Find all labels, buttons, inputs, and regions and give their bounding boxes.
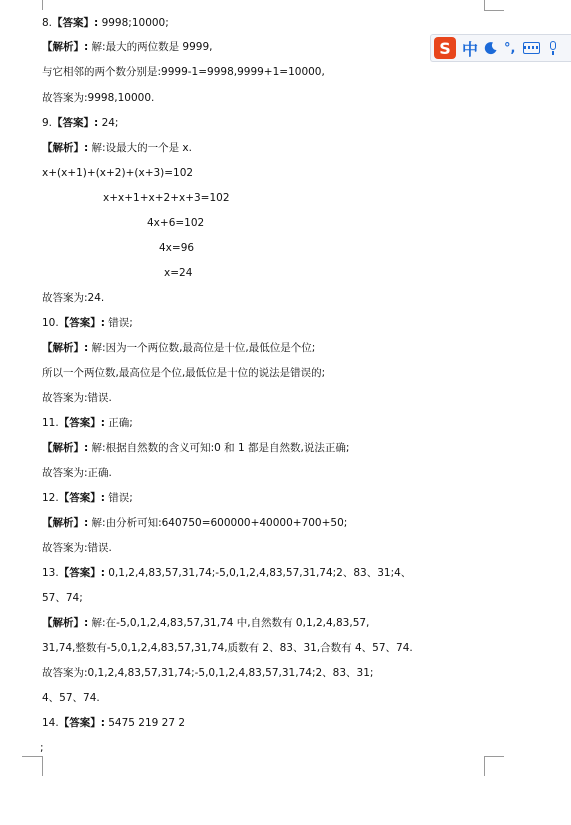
analysis-line bbox=[42, 40, 212, 54]
text-line bbox=[42, 291, 104, 305]
text-run: 解:最大的两位数是 9999, bbox=[88, 41, 213, 53]
text-run: ; bbox=[40, 742, 44, 754]
text-run: 0,1,2,4,83,57,31,74;-5,0,1,2,4,83,57,31,74;2、83、31;4、 bbox=[104, 567, 412, 579]
text-line bbox=[42, 366, 325, 380]
label-bold: 【答案】: bbox=[58, 567, 105, 579]
text-run: 与它相邻的两个数分别是:9999-1=9998,9999+1=10000, bbox=[42, 66, 325, 78]
text-run: 错误; bbox=[104, 492, 133, 504]
text-run: 24; bbox=[98, 117, 119, 129]
crop-mark-bottom-right-h bbox=[484, 756, 504, 757]
answer-line bbox=[42, 116, 118, 130]
text-run: 57、74; bbox=[42, 592, 83, 604]
text-line bbox=[42, 391, 112, 405]
text-line bbox=[42, 641, 413, 655]
text-run: 故答案为:9998,10000. bbox=[42, 92, 155, 104]
text-line bbox=[42, 91, 154, 105]
answer-line bbox=[42, 491, 133, 505]
crop-mark-top-right-v bbox=[484, 0, 485, 10]
text-line bbox=[42, 666, 373, 680]
text-run: 故答案为:错误. bbox=[42, 392, 112, 404]
text-run: 8. bbox=[42, 17, 53, 29]
label-bold: 【解析】: bbox=[42, 442, 89, 454]
text-run: 12. bbox=[42, 492, 59, 504]
text-run: 9998;10000; bbox=[98, 17, 169, 29]
analysis-line bbox=[42, 516, 347, 530]
text-run: 11. bbox=[42, 417, 59, 429]
equation-line bbox=[103, 191, 230, 205]
text-run: 10. bbox=[42, 317, 59, 329]
label-bold: 【答案】: bbox=[52, 17, 99, 29]
label-bold: 【解析】: bbox=[42, 617, 89, 629]
text-run: 解:在-5,0,1,2,4,83,57,31,74 中,自然数有 0,1,2,4,83,57, bbox=[88, 617, 370, 629]
text-run: 解:因为一个两位数,最高位是十位,最低位是个位; bbox=[88, 342, 316, 354]
text-run: 错误; bbox=[104, 317, 133, 329]
label-bold: 【解析】: bbox=[42, 517, 89, 529]
text-run: x=24 bbox=[164, 267, 193, 279]
sogou-logo-icon[interactable]: S bbox=[434, 37, 456, 59]
text-line bbox=[42, 466, 112, 480]
text-run: 5475 219 27 2 bbox=[104, 717, 186, 729]
crop-mark-bottom-left-h bbox=[22, 756, 42, 757]
crop-mark-top-right-h bbox=[484, 10, 504, 11]
text-run: 13. bbox=[42, 567, 59, 579]
text-run: 解:由分析可知:640750=600000+40000+700+50; bbox=[88, 517, 348, 529]
text-run: 故答案为:错误. bbox=[42, 542, 112, 554]
text-line bbox=[42, 65, 325, 79]
equation-line bbox=[147, 216, 204, 230]
label-bold: 【答案】: bbox=[58, 492, 105, 504]
punctuation-toggle[interactable]: °, bbox=[504, 40, 516, 56]
text-run: 4x=96 bbox=[159, 242, 195, 254]
text-run: 所以一个两位数,最高位是个位,最低位是十位的说法是错误的; bbox=[42, 367, 326, 379]
microphone-icon[interactable] bbox=[547, 41, 560, 55]
text-run: 故答案为:正确. bbox=[42, 467, 112, 479]
label-bold: 【答案】: bbox=[58, 417, 105, 429]
text-run: 解:根据自然数的含义可知:0 和 1 都是自然数,说法正确; bbox=[88, 442, 350, 454]
crop-mark-bottom-left-v bbox=[42, 756, 43, 776]
crop-mark-bottom-right-v bbox=[484, 756, 485, 776]
crop-mark-top-left-v bbox=[42, 0, 43, 10]
label-bold: 【答案】: bbox=[58, 317, 105, 329]
analysis-line bbox=[42, 616, 369, 630]
answer-line bbox=[42, 566, 411, 580]
keyboard-icon[interactable] bbox=[523, 42, 540, 54]
text-run: 31,74,整数有-5,0,1,2,4,83,57,31,74,质数有 2、83、31,合数有 4、57、74. bbox=[42, 642, 413, 654]
answer-line bbox=[42, 16, 169, 30]
answer-line bbox=[42, 716, 185, 730]
equation-line bbox=[159, 241, 194, 255]
text-run: x+x+1+x+2+x+3=102 bbox=[103, 192, 230, 204]
text-run: 故答案为:0,1,2,4,83,57,31,74;-5,0,1,2,4,83,57,31,74;2、83、31; bbox=[42, 667, 374, 679]
text-run: 4x+6=102 bbox=[147, 217, 205, 229]
text-line bbox=[40, 741, 44, 755]
text-line bbox=[42, 691, 100, 705]
ime-toolbar[interactable] bbox=[430, 34, 571, 62]
label-bold: 【答案】: bbox=[52, 117, 99, 129]
equation-line bbox=[42, 166, 193, 180]
label-bold: 【答案】: bbox=[58, 717, 105, 729]
analysis-line bbox=[42, 341, 315, 355]
text-line bbox=[42, 591, 83, 605]
analysis-line bbox=[42, 141, 192, 155]
answer-line bbox=[42, 316, 133, 330]
text-run: 14. bbox=[42, 717, 59, 729]
text-line bbox=[42, 541, 112, 555]
analysis-line bbox=[42, 441, 349, 455]
text-run: 解:设最大的一个是 x. bbox=[88, 142, 192, 154]
label-bold: 【解析】: bbox=[42, 142, 89, 154]
language-toggle[interactable]: 中 bbox=[462, 39, 479, 59]
text-run: 正确; bbox=[104, 417, 133, 429]
answer-line bbox=[42, 416, 133, 430]
moon-icon[interactable] bbox=[484, 37, 498, 59]
text-run: 4、57、74. bbox=[42, 692, 100, 704]
text-run: 9. bbox=[42, 117, 53, 129]
text-run: 故答案为:24. bbox=[42, 292, 105, 304]
label-bold: 【解析】: bbox=[42, 41, 89, 53]
text-run: x+(x+1)+(x+2)+(x+3)=102 bbox=[42, 167, 194, 179]
equation-line bbox=[164, 266, 192, 280]
label-bold: 【解析】: bbox=[42, 342, 89, 354]
